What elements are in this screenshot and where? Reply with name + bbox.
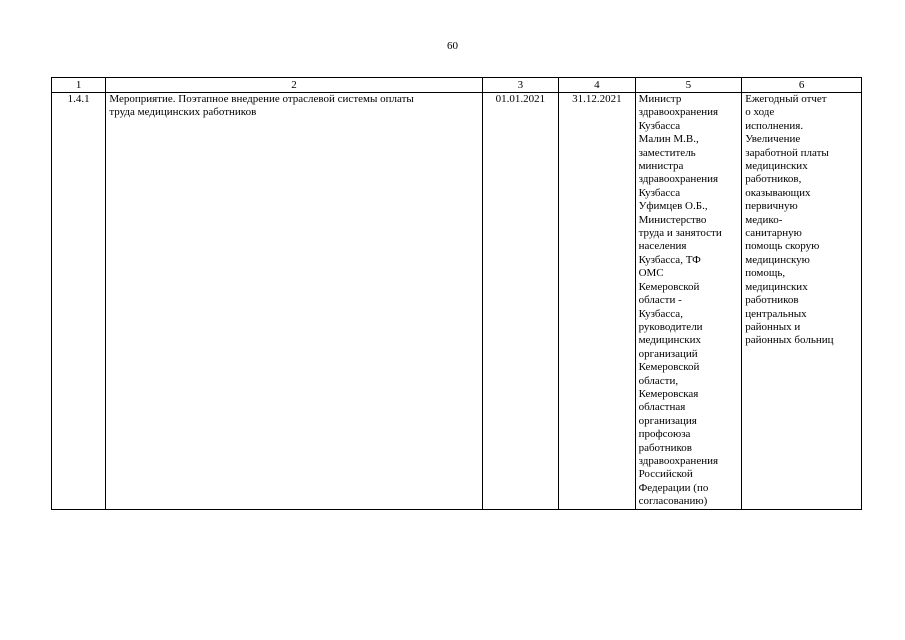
column-header-4: 4 — [559, 78, 635, 93]
column-header-2: 2 — [106, 78, 482, 93]
column-header-5: 5 — [635, 78, 742, 93]
start-date: 01.01.2021 — [482, 93, 558, 510]
plan-table — [51, 77, 862, 510]
column-header-3: 3 — [482, 78, 558, 93]
column-header-1: 1 — [52, 78, 106, 93]
result-text: Ежегодный отчет о ходе исполнения. Увеличение заработной платы медицинских работников, оказывающих первичную медико- санитарную помощь скорую медицинскую помощь, медицинских работников центральных районных и районных больниц — [742, 93, 862, 510]
page-number: 60 — [447, 40, 458, 52]
activity-text: Мероприятие. Поэтапное внедрение отраслевой системы оплаты труда медицинских работников — [106, 93, 482, 510]
row-number: 1.4.1 — [52, 93, 106, 510]
header-row — [52, 78, 862, 93]
responsible-text: Министр здравоохранения Кузбасса Малин М.В., заместитель министра здравоохранения Кузбасса Уфимцев О.Б., Министерство труда и занятости населения Кузбасса, ТФ ОМС Кемеровской области - Кузбасса, руководители медицинских организаций Кемеровской области, Кемеровская областная организация профсоюза работников здравоохранения Российской Федерации (по согласованию) — [635, 93, 742, 510]
table-row — [52, 93, 862, 510]
column-header-6: 6 — [742, 78, 862, 93]
end-date: 31.12.2021 — [559, 93, 635, 510]
